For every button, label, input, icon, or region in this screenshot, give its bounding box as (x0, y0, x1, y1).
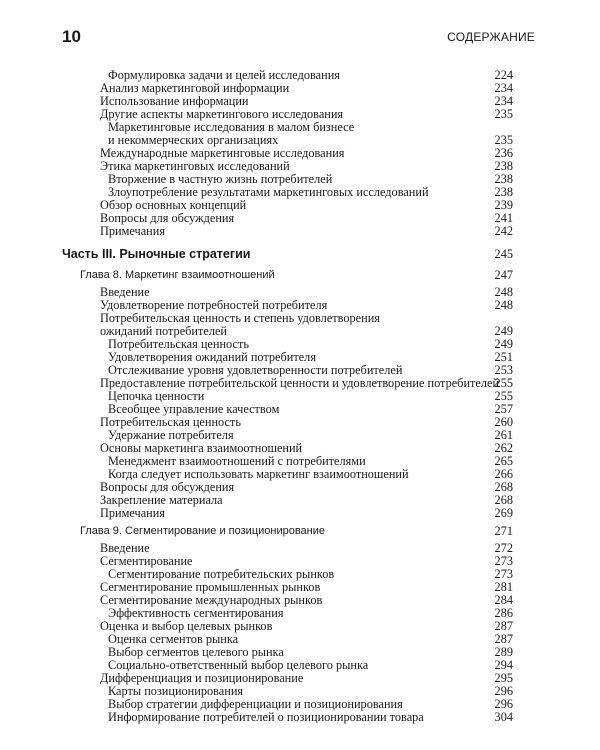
toc-entry-page: 281 (494, 580, 513, 594)
toc-entry-page: 257 (494, 402, 513, 416)
toc-entry-page: 235 (494, 107, 513, 121)
toc-entry-title: Введение (100, 541, 150, 555)
toc-entry-page: 248 (494, 298, 513, 312)
toc-entry-title: Маркетинговые исследования в малом бизнесе (108, 120, 355, 134)
toc-entry-title: Сегментирование (100, 554, 193, 568)
toc-entry-title: Эффективность сегментирования (108, 606, 284, 620)
toc-entry (0, 441, 600, 455)
toc-entry-page: 235 (494, 133, 513, 147)
toc-entry (0, 554, 600, 568)
toc-entry-page: 272 (494, 541, 513, 555)
toc-entry-title: Этика маркетинговых исследований (100, 159, 290, 173)
toc-entry (0, 710, 600, 724)
toc-entry (0, 376, 600, 390)
toc-entry (0, 645, 600, 659)
toc-entry-page: 287 (494, 619, 513, 633)
toc-entry-title: и некоммерческих организациях (108, 133, 279, 147)
toc-entry-page: 255 (494, 389, 513, 403)
toc-entry-page: 296 (494, 684, 513, 698)
toc-entry-page: 296 (494, 697, 513, 711)
toc-entry-title: Информирование потребителей о позиционировании товара (108, 710, 424, 724)
toc-entry (0, 172, 600, 186)
toc-entry (0, 285, 600, 299)
toc-entry-page: 224 (494, 68, 513, 82)
toc-entry-title: Дифференциация и позиционирование (100, 671, 304, 685)
toc-entry-page: 234 (494, 81, 513, 95)
toc-entry (0, 198, 600, 212)
toc-entry-title: Использование информации (100, 94, 249, 108)
toc-entry (0, 593, 600, 607)
toc-entry (0, 350, 600, 364)
toc-entry-title: Удовлетворения ожиданий потребителя (108, 350, 316, 364)
toc-entry (0, 415, 600, 429)
toc-entry-title: Потребительская ценность (108, 337, 249, 351)
toc-entry-page: 248 (494, 285, 513, 299)
toc-entry-page: 234 (494, 94, 513, 108)
toc-entry-title: Примечания (100, 506, 166, 520)
toc-entry-title: Другие аспекты маркетингового исследования (100, 107, 344, 121)
toc-entry (0, 68, 600, 82)
toc-entry-page: 295 (494, 671, 513, 685)
toc-entry-page: 261 (494, 428, 513, 442)
toc-entry (0, 402, 600, 416)
toc-entry-title: Сегментирование потребительских рынков (108, 567, 335, 581)
toc-entry (0, 697, 600, 711)
toc-entry (0, 133, 600, 147)
toc-entry-title: Вторжение в частную жизнь потребителей (108, 172, 333, 186)
toc-entry-title: Сегментирование промышленных рынков (100, 580, 321, 594)
toc-entry-page: 255 (494, 376, 513, 390)
toc-entry (0, 480, 600, 494)
toc-entry-title: Анализ маркетинговой информации (100, 81, 290, 95)
toc-entry-page: 251 (494, 350, 513, 364)
toc-entry (0, 120, 600, 134)
toc-entry (0, 541, 600, 555)
toc-entry-title: Менеджмент взаимоотношений с потребителями (108, 454, 366, 468)
toc-entry-title: Цепочка ценности (108, 389, 205, 403)
toc-entry (0, 671, 600, 685)
toc-entry-page: 273 (494, 554, 513, 568)
toc-entry (0, 211, 600, 225)
toc-entry-page: 294 (494, 658, 513, 672)
toc-entry-page: 262 (494, 441, 513, 455)
toc-entry (0, 658, 600, 672)
toc-entry-page: 284 (494, 593, 513, 607)
toc-entry-page: 236 (494, 146, 513, 160)
toc-entry-title: Социально-ответственный выбор целевого рынка (108, 658, 369, 672)
toc-entry-title: Потребительская ценность (100, 415, 241, 429)
toc-entry-page: 304 (494, 710, 513, 724)
toc-entry-title: Сегментирование международных рынков (100, 593, 323, 607)
toc-entry (0, 146, 600, 160)
toc-entry-title: Международные маркетинговые исследования (100, 146, 345, 160)
toc-entry-page: 238 (494, 172, 513, 186)
toc-entry-page: 242 (494, 224, 513, 238)
part-title: Часть III. Рыночные стратегии (62, 247, 251, 261)
running-head: СОДЕРЖАНИЕ (447, 30, 535, 44)
toc-entry-page: 268 (494, 480, 513, 494)
toc-entry-title: Злоупотребление результатами маркетинговых исследований (108, 185, 429, 199)
toc-entry-page: 245 (494, 247, 513, 261)
toc-entry-title: Закрепление материала (100, 493, 223, 507)
toc-entry-title: Карты позиционирования (108, 684, 244, 698)
toc-entry-title: Отслеживание уровня удовлетворенности потребителей (108, 363, 403, 377)
toc-entry-title: Удовлетворение потребностей потребителя (100, 298, 328, 312)
toc-entry-title: Обзор основных концепций (100, 198, 247, 212)
toc-entry-page: 271 (494, 524, 513, 538)
toc-entry (0, 298, 600, 312)
toc-entry-page: 260 (494, 415, 513, 429)
toc-entry-page: 269 (494, 506, 513, 520)
toc-entry-title: Основы маркетинга взаимоотношений (100, 441, 303, 455)
toc-entry (0, 94, 600, 108)
toc-entry (0, 247, 600, 261)
toc-entry-page: 289 (494, 645, 513, 659)
toc-entry-title: Выбор сегментов целевого рынка (108, 645, 284, 659)
toc-entry-page: 268 (494, 493, 513, 507)
toc-entry-page: 287 (494, 632, 513, 646)
toc-entry-title: Потребительская ценность и степень удовлетворения (100, 311, 380, 325)
toc-entry-page: 238 (494, 159, 513, 173)
toc-entry (0, 467, 600, 481)
toc-entry (0, 493, 600, 507)
toc-entry-page: 249 (494, 337, 513, 351)
toc-entry (0, 159, 600, 173)
toc-entry-page: 266 (494, 467, 513, 481)
toc-entry-page: 241 (494, 211, 513, 225)
toc-entry (0, 224, 600, 238)
toc-entry-title: ожиданий потребителей (100, 324, 227, 338)
toc-entry (0, 81, 600, 95)
toc-entry (0, 268, 600, 282)
toc-entry (0, 185, 600, 199)
toc-entry-page: 239 (494, 198, 513, 212)
toc-entry (0, 311, 600, 325)
toc-entry (0, 324, 600, 338)
toc-entry-page: 249 (494, 324, 513, 338)
toc-entry-page: 265 (494, 454, 513, 468)
page-number: 10 (62, 27, 81, 46)
toc-entry-title: Всеобщее управление качеством (108, 402, 280, 416)
toc-entry-page: 286 (494, 606, 513, 620)
toc-entry-title: Примечания (100, 224, 166, 238)
toc-entry-page: 273 (494, 567, 513, 581)
toc-entry (0, 567, 600, 581)
toc-entry-title: Когда следует использовать маркетинг взаимоотношений (108, 467, 409, 481)
toc-entry (0, 389, 600, 403)
toc-entry (0, 107, 600, 121)
toc-entry-title: Введение (100, 285, 150, 299)
toc-entry-title: Оценка и выбор целевых рынков (100, 619, 273, 633)
toc-entry (0, 619, 600, 633)
toc-entry (0, 580, 600, 594)
toc-entry-title: Удержание потребителя (108, 428, 234, 442)
chapter-title: Глава 9. Сегментирование и позиционирование (80, 525, 326, 537)
toc-entry-title: Оценка сегментов рынка (108, 632, 239, 646)
toc-entry-page: 253 (494, 363, 513, 377)
toc-entry-page: 238 (494, 185, 513, 199)
toc-entry-title: Формулировка задачи и целей исследования (108, 68, 340, 82)
toc-entry (0, 606, 600, 620)
toc-entry-page: 247 (494, 268, 513, 282)
toc-entry-title: Вопросы для обсуждения (100, 211, 235, 225)
toc-entry-title: Вопросы для обсуждения (100, 480, 235, 494)
toc-entry-title: Предоставление потребительской ценности и удовлетворение потребителей (100, 376, 500, 390)
toc-entry (0, 684, 600, 698)
toc-entry (0, 632, 600, 646)
toc-entry-title: Выбор стратегии дифференциации и позиционирования (108, 697, 403, 711)
toc-entry (0, 428, 600, 442)
toc-entry (0, 524, 600, 538)
toc-entry (0, 337, 600, 351)
toc-entry (0, 454, 600, 468)
chapter-title: Глава 8. Маркетинг взаимоотношений (80, 269, 275, 281)
toc-entry (0, 363, 600, 377)
toc-entry (0, 506, 600, 520)
